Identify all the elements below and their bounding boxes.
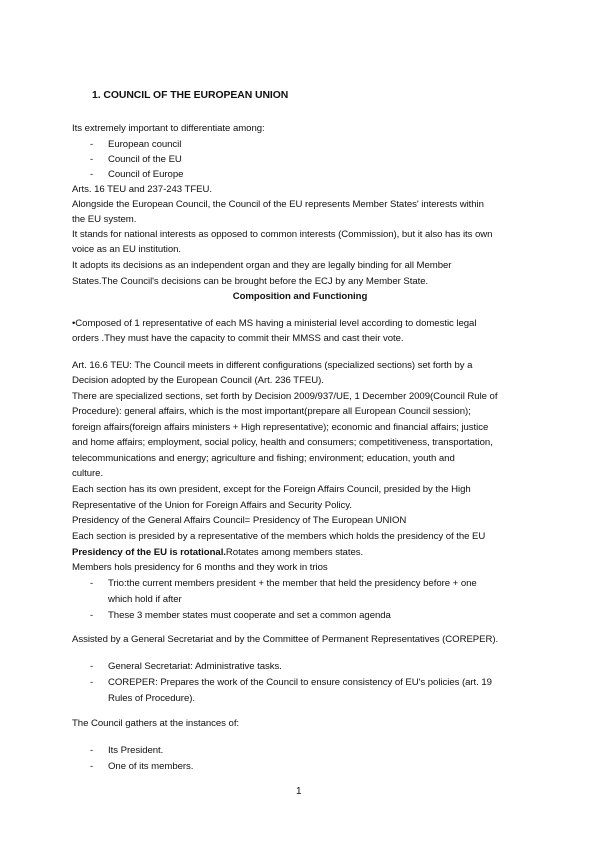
bullet-dash: - [90, 661, 94, 672]
bullet-dash: - [90, 139, 94, 150]
para-line: It stands for national interests as opposed to common interests (Commission), but it also has its own [72, 229, 493, 240]
rotation-emphasis: Presidency of the EU is rotational. [72, 547, 226, 558]
section-heading: 1. COUNCIL OF THE EUROPEAN UNION [92, 90, 289, 101]
para-line: States.The Council's decisions can be brought before the ECJ by any Member State. [72, 276, 429, 287]
para-line: Members hols presidency for 6 months and they work in trios [72, 562, 328, 573]
page-number: 1 [296, 786, 302, 797]
para-line: Art. 16.6 TEU: The Council meets in different configurations (specialized sections) set forth by a [72, 360, 473, 371]
bullet-dash: - [90, 169, 94, 180]
para-line: Each section has its own president, except for the Foreign Affairs Council, presided by the High [72, 484, 471, 495]
list-item: Trio:the current members president + the member that held the presidency before + one [108, 578, 477, 589]
para-line: Presidency of the General Affairs Council= Presidency of The European UNION [72, 515, 407, 526]
para-line: The Council gathers at the instances of: [72, 718, 240, 729]
para-line: Alongside the European Council, the Council of the EU represents Member States' interests within [72, 199, 484, 210]
bullet-dash: - [90, 677, 94, 688]
bullet-dash: - [90, 154, 94, 165]
para-line: the EU system. [72, 214, 137, 225]
list-item: These 3 member states must cooperate and set a common agenda [108, 610, 391, 621]
list-item: Its President. [108, 745, 164, 756]
para-line: and home affairs; employment, social policy, health and consumers; competitiveness, transportation, [72, 437, 493, 448]
arts-line: Arts. 16 TEU and 237-243 TFEU. [72, 184, 212, 195]
bullet-dash: - [90, 745, 94, 756]
para-line: voice as an EU institution. [72, 244, 182, 255]
para-line: Procedure): general affairs, which is the most important(prepare all European Council session); [72, 406, 471, 417]
para-line: Decision adopted by the European Council (Art. 236 TFEU). [72, 375, 324, 386]
bullet-dash: - [90, 578, 94, 589]
list-item: General Secretariat: Administrative tasks. [108, 661, 282, 672]
para-line: culture. [72, 468, 104, 479]
para-line: There are specialized sections, set forth by Decision 2009/937/UE, 1 December 2009(Council Rule of [72, 391, 498, 402]
list-item: One of its members. [108, 761, 194, 772]
para-line: telecommunications and energy; agriculture and fishing; environment; education, youth and [72, 453, 455, 464]
para-line: foreign affairs(foreign affairs ministers + High representative); economic and financial affairs; justice [72, 422, 489, 433]
list-item-continued: which hold if after [108, 594, 182, 605]
list-item: Council of Europe [108, 169, 184, 180]
list-item: COREPER: Prepares the work of the Council to ensure consistency of EU's policies (art. 19 [108, 677, 492, 688]
para-line: It adopts its decisions as an independent organ and they are legally binding for all Member [72, 260, 452, 271]
subsection-title: Composition and Functioning [232, 291, 368, 302]
para-line: Representative of the Union for Foreign Affairs and Security Policy. [72, 500, 352, 511]
bullet-dash: - [90, 761, 94, 772]
list-item: Council of the EU [108, 154, 182, 165]
para-line: orders .They must have the capacity to commit their MMSS and cast their vote. [72, 333, 404, 344]
list-item: European council [108, 139, 182, 150]
rotation-text: Rotates among members states. [225, 547, 364, 558]
para-line: •Composed of 1 representative of each MS having a ministerial level according to domestic legal [72, 318, 477, 329]
intro-line: Its extremely important to differentiate among: [72, 123, 265, 134]
para-line: Assisted by a General Secretariat and by the Committee of Permanent Representatives (COREPER). [72, 634, 499, 645]
rotation-line [72, 547, 363, 559]
bullet-dash: - [90, 610, 94, 621]
para-line: Each section is presided by a representative of the members which holds the presidency of the EU [72, 531, 486, 542]
list-item-continued: Rules of Procedure). [108, 693, 195, 704]
